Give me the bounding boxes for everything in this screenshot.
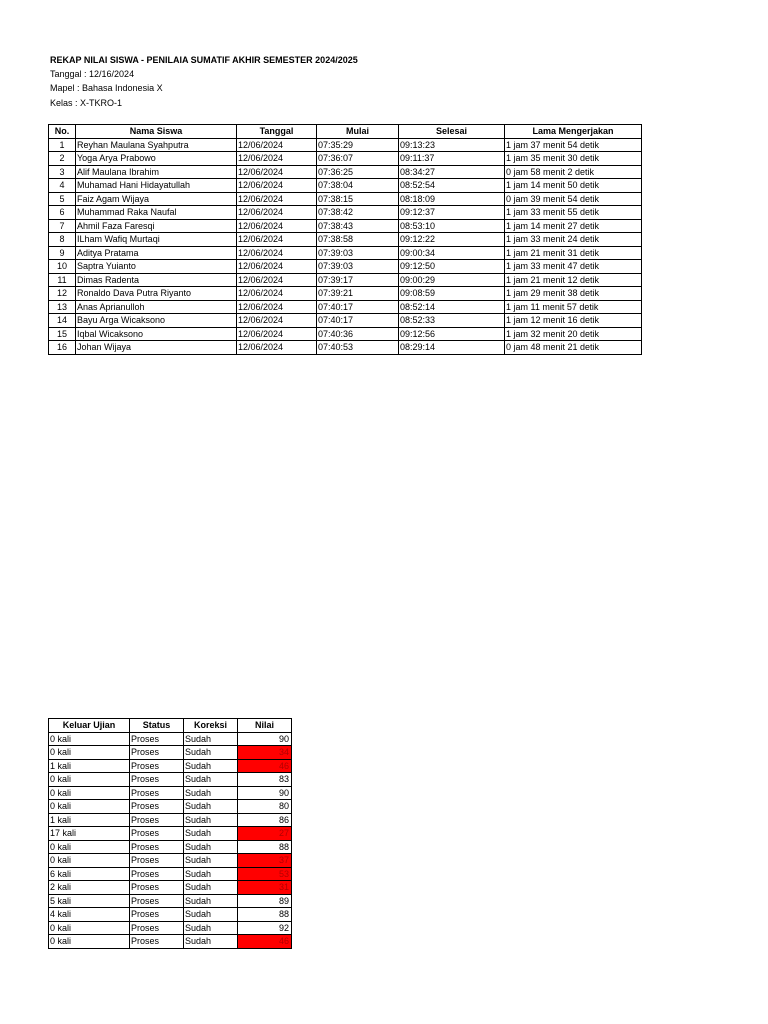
cell-status: Proses [130,732,184,746]
cell-lama: 1 jam 29 menit 38 detik [505,287,642,301]
cell-no: 1 [49,138,76,152]
cell-mulai: 07:38:42 [317,206,399,220]
cell-nama: Muhammad Raka Naufal [76,206,237,220]
cell-tanggal: 12/06/2024 [237,179,317,193]
cell-koreksi: Sudah [184,746,238,760]
cell-nama: Yoga Arya Prabowo [76,152,237,166]
cell-nilai: 90 [238,732,292,746]
cell-lama: 1 jam 32 menit 20 detik [505,327,642,341]
table-row [49,192,642,206]
cell-nilai: 92 [238,921,292,935]
cell-no: 12 [49,287,76,301]
cell-status: Proses [130,800,184,814]
cell-tanggal: 12/06/2024 [237,165,317,179]
cell-nama: Faiz Agam Wijaya [76,192,237,206]
cell-nama: Iqbal Wicaksono [76,327,237,341]
cell-nilai: 88 [238,908,292,922]
table-row [49,165,642,179]
cell-tanggal: 12/06/2024 [237,327,317,341]
table-row [49,881,292,895]
table-row [49,219,642,233]
cell-lama: 1 jam 12 menit 16 detik [505,314,642,328]
cell-tanggal: 12/06/2024 [237,206,317,220]
table-row [49,233,642,247]
cell-mulai: 07:38:58 [317,233,399,247]
student-timing-table [48,124,642,355]
cell-nama: Ahmil Faza Faresqi [76,219,237,233]
col-header-koreksi: Koreksi [184,719,238,733]
cell-no: 16 [49,341,76,355]
cell-mulai: 07:40:17 [317,300,399,314]
cell-selesai: 08:18:09 [399,192,505,206]
table-row [49,273,642,287]
cell-no: 14 [49,314,76,328]
cell-lama: 0 jam 48 menit 21 detik [505,341,642,355]
table-row [49,287,642,301]
student-score-table [48,718,292,949]
cell-nama: Reyhan Maulana Syahputra [76,138,237,152]
table-row [49,260,642,274]
cell-selesai: 08:34:27 [399,165,505,179]
cell-nilai: 46 [238,935,292,949]
cell-tanggal: 12/06/2024 [237,300,317,314]
table-row [49,327,642,341]
cell-keluar: 1 kali [49,813,130,827]
cell-mulai: 07:39:03 [317,260,399,274]
cell-koreksi: Sudah [184,827,238,841]
table-row [49,138,642,152]
cell-keluar: 0 kali [49,800,130,814]
cell-tanggal: 12/06/2024 [237,192,317,206]
cell-keluar: 0 kali [49,854,130,868]
cell-koreksi: Sudah [184,773,238,787]
cell-status: Proses [130,773,184,787]
cell-koreksi: Sudah [184,921,238,935]
cell-koreksi: Sudah [184,935,238,949]
col-header-mulai: Mulai [317,125,399,139]
col-header-no: No. [49,125,76,139]
cell-tanggal: 12/06/2024 [237,246,317,260]
cell-selesai: 09:12:37 [399,206,505,220]
cell-koreksi: Sudah [184,786,238,800]
cell-selesai: 09:00:34 [399,246,505,260]
table-row [49,746,292,760]
cell-keluar: 0 kali [49,921,130,935]
cell-no: 11 [49,273,76,287]
cell-selesai: 09:08:59 [399,287,505,301]
cell-selesai: 08:53:10 [399,219,505,233]
cell-tanggal: 12/06/2024 [237,219,317,233]
table-row [49,341,642,355]
cell-nama: Muhamad Hani Hidayatullah [76,179,237,193]
cell-nilai: 31 [238,881,292,895]
cell-lama: 1 jam 21 menit 12 detik [505,273,642,287]
cell-selesai: 09:12:50 [399,260,505,274]
col-header-nilai: Nilai [238,719,292,733]
cell-nama: Ronaldo Dava Putra Riyanto [76,287,237,301]
cell-no: 5 [49,192,76,206]
cell-status: Proses [130,786,184,800]
cell-status: Proses [130,854,184,868]
cell-mulai: 07:36:25 [317,165,399,179]
cell-keluar: 6 kali [49,867,130,881]
col-header-lama: Lama Mengerjakan [505,125,642,139]
cell-koreksi: Sudah [184,881,238,895]
cell-lama: 1 jam 21 menit 31 detik [505,246,642,260]
cell-selesai: 09:13:23 [399,138,505,152]
cell-no: 8 [49,233,76,247]
table-row [49,773,292,787]
cell-mulai: 07:40:53 [317,341,399,355]
cell-status: Proses [130,827,184,841]
cell-no: 10 [49,260,76,274]
cell-koreksi: Sudah [184,800,238,814]
table-row [49,759,292,773]
cell-keluar: 0 kali [49,935,130,949]
cell-status: Proses [130,881,184,895]
cell-tanggal: 12/06/2024 [237,273,317,287]
cell-lama: 0 jam 58 menit 2 detik [505,165,642,179]
table-row [49,179,642,193]
cell-koreksi: Sudah [184,732,238,746]
table-row [49,732,292,746]
table-row [49,206,642,220]
cell-mulai: 07:39:17 [317,273,399,287]
cell-mulai: 07:35:29 [317,138,399,152]
cell-nama: Alif Maulana Ibrahim [76,165,237,179]
cell-keluar: 17 kali [49,827,130,841]
cell-mulai: 07:40:36 [317,327,399,341]
table-row [49,786,292,800]
table-row [49,908,292,922]
cell-koreksi: Sudah [184,908,238,922]
table-row [49,840,292,854]
cell-no: 13 [49,300,76,314]
table-row [49,800,292,814]
cell-status: Proses [130,935,184,949]
cell-keluar: 5 kali [49,894,130,908]
cell-keluar: 2 kali [49,881,130,895]
cell-nilai: 53 [238,867,292,881]
cell-selesai: 08:52:14 [399,300,505,314]
cell-mulai: 07:40:17 [317,314,399,328]
cell-tanggal: 12/06/2024 [237,233,317,247]
table-row [49,827,292,841]
cell-keluar: 0 kali [49,786,130,800]
cell-mulai: 07:38:15 [317,192,399,206]
cell-nilai: 83 [238,773,292,787]
cell-status: Proses [130,908,184,922]
table-row [49,813,292,827]
cell-nama: Dimas Radenta [76,273,237,287]
cell-keluar: 0 kali [49,746,130,760]
col-header-status: Status [130,719,184,733]
cell-selesai: 09:00:29 [399,273,505,287]
cell-nama: Aditya Pratama [76,246,237,260]
cell-no: 2 [49,152,76,166]
cell-koreksi: Sudah [184,813,238,827]
cell-keluar: 0 kali [49,773,130,787]
cell-keluar: 0 kali [49,840,130,854]
cell-nilai: 80 [238,800,292,814]
cell-mulai: 07:39:03 [317,246,399,260]
cell-mulai: 07:39:21 [317,287,399,301]
cell-selesai: 08:52:33 [399,314,505,328]
col-header-tanggal: Tanggal [237,125,317,139]
cell-status: Proses [130,921,184,935]
col-header-selesai: Selesai [399,125,505,139]
cell-lama: 1 jam 11 menit 57 detik [505,300,642,314]
table-header-row [49,719,292,733]
cell-selesai: 09:11:37 [399,152,505,166]
cell-lama: 1 jam 33 menit 24 detik [505,233,642,247]
cell-nama: Anas Aprianulloh [76,300,237,314]
cell-selesai: 09:12:56 [399,327,505,341]
cell-lama: 1 jam 35 menit 30 detik [505,152,642,166]
table-row [49,867,292,881]
cell-keluar: 0 kali [49,732,130,746]
cell-nama: Bayu Arga Wicaksono [76,314,237,328]
cell-tanggal: 12/06/2024 [237,138,317,152]
cell-nilai: 27 [238,827,292,841]
cell-no: 3 [49,165,76,179]
table-row [49,921,292,935]
table-row [49,300,642,314]
cell-no: 15 [49,327,76,341]
cell-nilai: 34 [238,746,292,760]
cell-no: 6 [49,206,76,220]
table-row [49,152,642,166]
cell-nilai: 46 [238,759,292,773]
cell-nama: Saptra Yuianto [76,260,237,274]
col-header-keluar: Keluar Ujian [49,719,130,733]
cell-status: Proses [130,894,184,908]
table-row [49,854,292,868]
cell-lama: 0 jam 39 menit 54 detik [505,192,642,206]
col-header-nama: Nama Siswa [76,125,237,139]
cell-nama: ILham Wafiq Murtaqi [76,233,237,247]
cell-tanggal: 12/06/2024 [237,152,317,166]
table-row [49,246,642,260]
cell-selesai: 08:52:54 [399,179,505,193]
report-date: Tanggal : 12/16/2024 [50,69,135,79]
cell-keluar: 4 kali [49,908,130,922]
cell-koreksi: Sudah [184,759,238,773]
cell-tanggal: 12/06/2024 [237,287,317,301]
cell-nilai: 90 [238,786,292,800]
table-row [49,935,292,949]
cell-no: 9 [49,246,76,260]
cell-koreksi: Sudah [184,840,238,854]
cell-no: 7 [49,219,76,233]
cell-mulai: 07:36:07 [317,152,399,166]
cell-keluar: 1 kali [49,759,130,773]
cell-tanggal: 12/06/2024 [237,260,317,274]
cell-lama: 1 jam 14 menit 27 detik [505,219,642,233]
cell-mulai: 07:38:04 [317,179,399,193]
table-row [49,894,292,908]
cell-lama: 1 jam 33 menit 47 detik [505,260,642,274]
cell-lama: 1 jam 14 menit 50 detik [505,179,642,193]
cell-nama: Johan Wijaya [76,341,237,355]
cell-nilai: 37 [238,854,292,868]
report-class: Kelas : X-TKRO-1 [50,98,123,108]
cell-nilai: 88 [238,840,292,854]
cell-status: Proses [130,867,184,881]
cell-nilai: 89 [238,894,292,908]
cell-status: Proses [130,813,184,827]
table-row [49,314,642,328]
cell-lama: 1 jam 37 menit 54 detik [505,138,642,152]
cell-mulai: 07:38:43 [317,219,399,233]
report-subject: Mapel : Bahasa Indonesia X [50,83,163,93]
cell-koreksi: Sudah [184,894,238,908]
cell-tanggal: 12/06/2024 [237,314,317,328]
report-title: REKAP NILAI SISWA - PENILAIA SUMATIF AKHIR SEMESTER 2024/2025 [50,55,358,65]
cell-koreksi: Sudah [184,854,238,868]
cell-selesai: 09:12:22 [399,233,505,247]
cell-lama: 1 jam 33 menit 55 detik [505,206,642,220]
cell-status: Proses [130,759,184,773]
cell-koreksi: Sudah [184,867,238,881]
cell-no: 4 [49,179,76,193]
cell-status: Proses [130,840,184,854]
cell-nilai: 86 [238,813,292,827]
cell-status: Proses [130,746,184,760]
cell-tanggal: 12/06/2024 [237,341,317,355]
cell-selesai: 08:29:14 [399,341,505,355]
table-header-row [49,125,642,139]
